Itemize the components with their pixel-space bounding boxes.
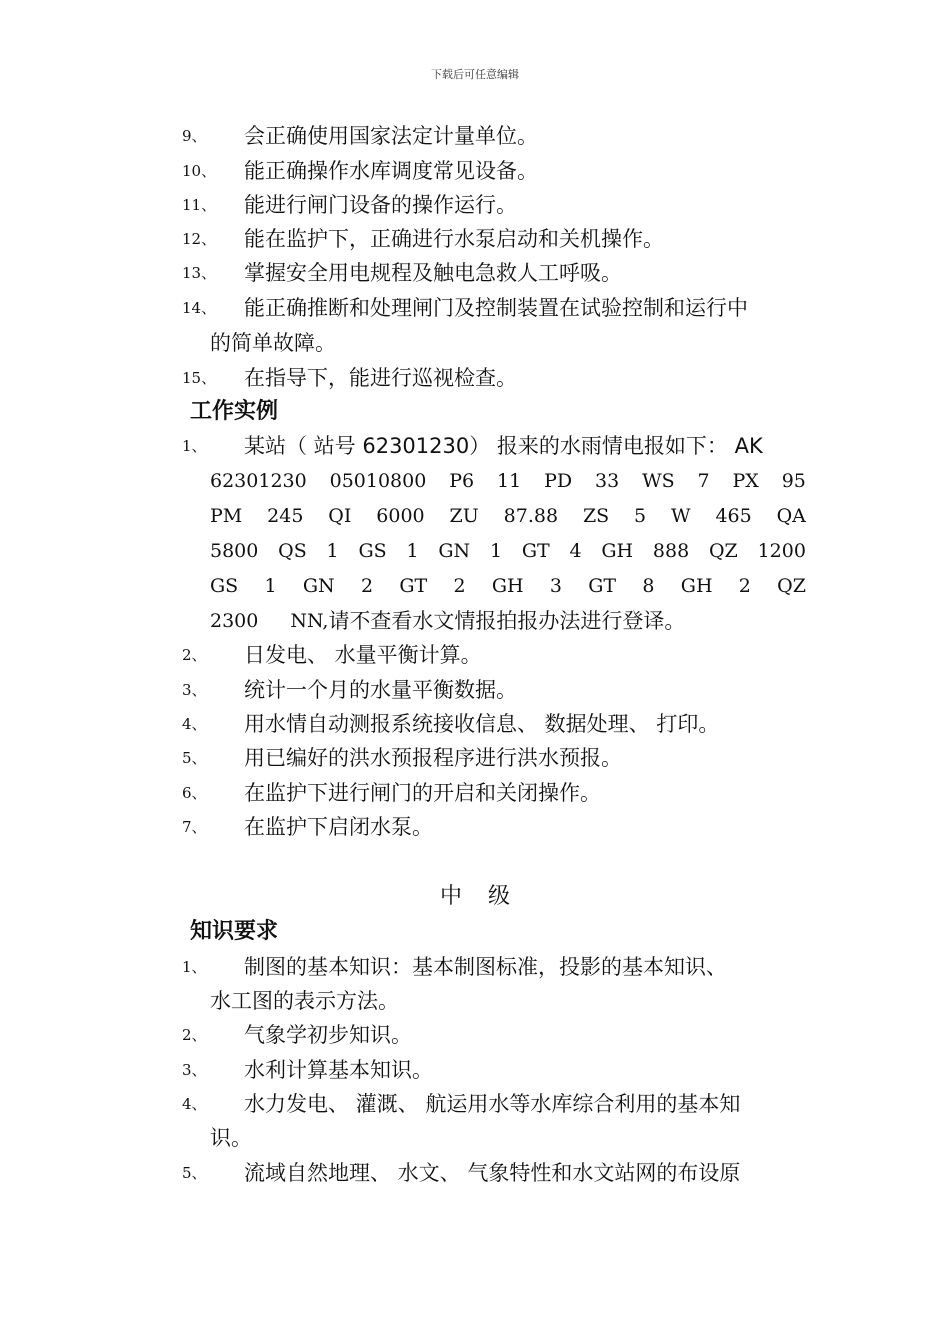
list-item bbox=[182, 776, 810, 810]
code-token: 1 bbox=[489, 540, 503, 562]
item-text: 请不查看水文情报拍报办法进行登译。 bbox=[328, 609, 686, 633]
list-item bbox=[182, 429, 810, 463]
item-number: 12、 bbox=[182, 230, 217, 248]
item-number: 10、 bbox=[182, 162, 217, 180]
code-token: PM bbox=[210, 505, 243, 527]
code-token: 33 bbox=[594, 470, 620, 492]
code-token: GT bbox=[521, 540, 550, 562]
code-token: GT bbox=[588, 575, 617, 597]
code-token: 2 bbox=[738, 575, 751, 597]
item-text: 能正确操作水库调度常见设备。 bbox=[244, 159, 538, 183]
list-item bbox=[182, 741, 810, 775]
telegram-code-row bbox=[210, 464, 806, 498]
list-item bbox=[182, 154, 810, 188]
code-token: 11 bbox=[496, 470, 522, 492]
item-number: 3、 bbox=[182, 1061, 207, 1079]
item-text: 在监护下启闭水泵。 bbox=[244, 815, 433, 839]
code-token: 8 bbox=[642, 575, 655, 597]
telegram-code-row bbox=[210, 569, 806, 603]
code-token: 1 bbox=[406, 540, 419, 562]
code-token: 87.88 bbox=[503, 505, 559, 527]
item-number: 3、 bbox=[182, 681, 207, 699]
section-heading: 知识要求 bbox=[190, 919, 279, 944]
code-token: ZU bbox=[449, 505, 479, 527]
item-number: 15、 bbox=[182, 369, 217, 387]
item-text: 流域自然地理、 水文、 气象特性和水文站网的布设原 bbox=[244, 1161, 741, 1185]
code-token: GN bbox=[438, 540, 471, 562]
code-token: 1200 bbox=[757, 540, 806, 562]
list-item bbox=[182, 810, 810, 844]
code-token: 05010800 bbox=[329, 470, 427, 492]
list-item bbox=[182, 1018, 810, 1052]
page-header: 下载后可任意编辑 bbox=[431, 68, 519, 81]
code-token: 5 bbox=[634, 505, 647, 527]
code-token: 1 bbox=[326, 540, 339, 562]
item-number: 13、 bbox=[182, 264, 217, 282]
list-item bbox=[182, 707, 810, 741]
section-heading: 工作实例 bbox=[190, 399, 279, 424]
code-token: PX bbox=[732, 470, 759, 492]
code-token: 465 bbox=[715, 505, 752, 527]
item-number: 1、 bbox=[182, 437, 207, 455]
item-number: 6、 bbox=[182, 784, 207, 802]
telegram-code-row bbox=[210, 499, 806, 533]
list-item bbox=[182, 188, 810, 222]
code-token: 7 bbox=[697, 470, 710, 492]
code-token: 245 bbox=[267, 505, 304, 527]
list-item bbox=[182, 361, 810, 395]
code-token: GS bbox=[210, 575, 239, 597]
code-token: GH bbox=[680, 575, 713, 597]
code-token: 1 bbox=[264, 575, 277, 597]
item-text: 日发电、 水量平衡计算。 bbox=[244, 643, 482, 667]
item-continuation: 水工图的表示方法。 bbox=[210, 989, 399, 1013]
telegram-code-row bbox=[210, 534, 806, 568]
item-number: 11、 bbox=[182, 196, 217, 214]
item-text: 水利计算基本知识。 bbox=[244, 1058, 433, 1082]
list-item bbox=[182, 1053, 810, 1087]
code-token: 62301230 bbox=[210, 470, 307, 492]
item-number: 9、 bbox=[182, 127, 207, 145]
code-token: GH bbox=[601, 540, 634, 562]
item-text: 能正确推断和处理闸门及控制装置在试验控制和运行中 bbox=[244, 296, 748, 320]
item-text: 能进行闸门设备的操作运行。 bbox=[244, 193, 517, 217]
list-item bbox=[182, 638, 810, 672]
list-item bbox=[182, 1156, 810, 1190]
item-number: 4、 bbox=[182, 715, 207, 733]
item-number: 7、 bbox=[182, 818, 207, 836]
code-token: 4 bbox=[569, 540, 582, 562]
code-token: 2300 bbox=[210, 610, 259, 632]
item-number: 5、 bbox=[182, 749, 207, 767]
code-token: 2 bbox=[453, 575, 466, 597]
code-token: 3 bbox=[549, 575, 562, 597]
code-token: QA bbox=[776, 505, 806, 527]
code-token: QI bbox=[328, 505, 352, 527]
item-text: 会正确使用国家法定计量单位。 bbox=[244, 124, 538, 148]
item-text: 用已编好的洪水预报程序进行洪水预报。 bbox=[244, 746, 622, 770]
list-item bbox=[182, 1087, 810, 1121]
list-item bbox=[182, 222, 810, 256]
item-text: 某站（ 站号 62301230） 报来的水雨情电报如下： AK bbox=[244, 434, 763, 458]
list-item bbox=[182, 256, 810, 290]
item-text: 掌握安全用电规程及触电急救人工呼吸。 bbox=[244, 261, 622, 285]
list-item bbox=[182, 291, 810, 325]
telegram-code-row-last bbox=[210, 604, 806, 638]
item-text: 统计一个月的水量平衡数据。 bbox=[244, 678, 517, 702]
code-token: NN, bbox=[290, 610, 329, 632]
code-token: 5800 bbox=[210, 540, 259, 562]
item-number: 2、 bbox=[182, 1026, 207, 1044]
code-token: WS bbox=[642, 470, 675, 492]
item-number: 2、 bbox=[182, 646, 207, 664]
code-token: 2 bbox=[360, 575, 374, 597]
code-token: P6 bbox=[449, 470, 475, 492]
code-token: QS bbox=[278, 540, 307, 562]
item-number: 14、 bbox=[182, 299, 217, 317]
list-item bbox=[182, 673, 810, 707]
item-text: 气象学初步知识。 bbox=[244, 1023, 412, 1047]
code-token: GS bbox=[358, 540, 387, 562]
item-text: 水力发电、 灌溉、 航运用水等水库综合利用的基本知 bbox=[244, 1092, 741, 1116]
item-text: 在监护下进行闸门的开启和关闭操作。 bbox=[244, 781, 601, 805]
level-title: 中级 bbox=[439, 884, 536, 909]
code-token: 95 bbox=[781, 470, 806, 492]
item-continuation: 的简单故障。 bbox=[210, 331, 336, 355]
item-text: 在指导下，能进行巡视检查。 bbox=[244, 366, 517, 390]
list-item bbox=[182, 119, 810, 153]
item-number: 5、 bbox=[182, 1164, 207, 1182]
item-text: 用水情自动测报系统接收信息、 数据处理、 打印。 bbox=[244, 712, 720, 736]
item-text: 能在监护下，正确进行水泵启动和关机操作。 bbox=[244, 227, 664, 251]
code-token: GH bbox=[491, 575, 524, 597]
code-token: 6000 bbox=[376, 505, 425, 527]
item-text: 制图的基本知识：基本制图标准，投影的基本知识、 bbox=[244, 955, 727, 979]
code-token: QZ bbox=[777, 575, 806, 597]
code-token: W bbox=[671, 505, 691, 527]
list-item bbox=[182, 950, 810, 984]
code-token: GT bbox=[399, 575, 428, 597]
code-token: 888 bbox=[652, 540, 690, 562]
item-continuation: 识。 bbox=[210, 1126, 252, 1150]
code-token: GN bbox=[302, 575, 335, 597]
item-number: 1、 bbox=[182, 958, 207, 976]
code-token: ZS bbox=[582, 505, 610, 527]
code-token: PD bbox=[544, 470, 573, 492]
item-number: 4、 bbox=[182, 1095, 207, 1113]
code-token: QZ bbox=[708, 540, 738, 562]
